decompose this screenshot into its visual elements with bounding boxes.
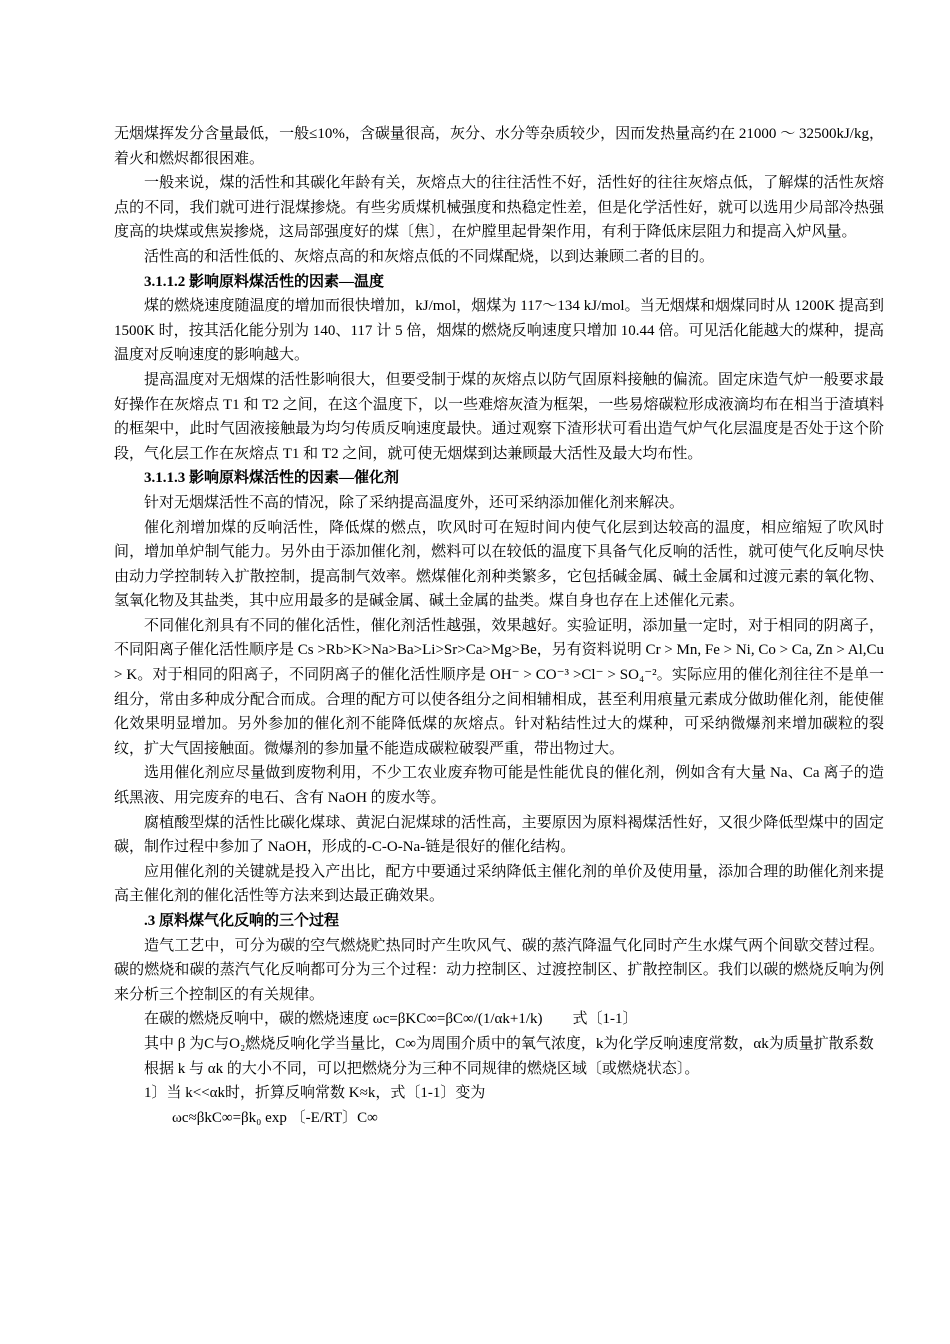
document-body [114, 122, 884, 1130]
paragraph-catalyst-intro: 针对无烟煤活性不高的情况，除了采纳提高温度外，还可采纳添加催化剂来解决。 [144, 494, 685, 511]
paragraph-gasification-process: 造气工艺中，可分为碳的空气燃烧贮热同时产生吹风气、碳的蒸汽降温气化同时产生水煤气两个间歇交替过程。碳的燃烧和碳的蒸汽气化反响都可分为三个过程：动力控制区、过渡控制区、扩散控制区。我们以碳的燃烧反响为例来分析三个控制区的有关规律。 [114, 937, 884, 1003]
paragraph-temperature-effect: 提高温度对无烟煤的活性影响很大，但要受制于煤的灰熔点以防气固原料接触的偏流。固定床造气炉一般要求最好操作在灰熔点 T1 和 T2 之间，在这个温度下，以一些难熔灰渣为框架，一些易熔碳粒形成液滴均布在相当于渣填料的框架中，此时气固液接触最为均匀传质反响速度最快。通过观察下渣形状可看出造气炉气化层温度是否处于这个阶段，气化层工作在灰熔点 T1 和 T2 之间，就可使无烟煤到达兼顾最大活性及最大均布性。 [114, 371, 884, 462]
paragraph-catalyst-effect: 催化剂增加煤的反响活性，降低煤的燃点，吹风时可在短时间内使气化层到达较高的温度，相应缩短了吹风时间，增加单炉制气能力。另外由于添加催化剂，燃料可以在较低的温度下具备气化反响的活性，就可使气化反响尽快由动力学控制转入扩散控制，提高制气效率。燃煤催化剂种类繁多，它包括碱金属、碱土金属和过渡元素的氧化物、氢氧化物及其盐类，其中应用最多的是碱金属、碱土金属的盐类。煤自身也存在上述催化元素。 [114, 519, 884, 610]
section-heading-three-processes: .3 原料煤气化反响的三个过程 [144, 913, 340, 929]
paragraph-catalyst-activity: 不同催化剂具有不同的催化活性，催化剂活性越强，效果越好。实验证明，添加量一定时，对于相同的阴离子，不同阳离子催化活性顺序是 Cs >Rb>K>Na>Ba>Li>Sr>Ca>Mg>Be，另有资料说明 Cr > Mn, Fe > Ni, Co > Ca, Zn > Al,Cu > K。对于相同的阳离子，不同阴离子的催化活性顺序是 OH⁻ > CO⁻³ >Cl⁻ > SO₄⁻²。实际应用的催化剂往往不是单一组分，常由多种成分配合而成。合理的配方可以使各组分之间相辅相成，甚至利用痕量元素成分做助催化剂，能使催化效果明显增加。另外参加的催化剂不能降低煤的灰熔点。针对粘结性过大的煤种，可采纳微爆剂来增加碳粒的裂纹，扩大气固接触面。微爆剂的参加量不能造成碳粒破裂严重，带出物过大。 [114, 617, 884, 757]
paragraph-combustion-regions: 根据 k 与 αk 的大小不同，可以把燃烧分为三种不同规律的燃烧区域〔或燃烧状态〕。 [144, 1060, 700, 1077]
paragraph-humic-coal: 腐植酸型煤的活性比碳化煤球、黄泥白泥煤球的活性高，主要原因为原料褐煤活性好，又很少降低型煤中的固定碳，制作过程中参加了 NaOH，形成的-C-O-Na-链是很好的催化结构。 [114, 814, 884, 856]
section-heading-catalyst: 3.1.1.3 影响原料煤活性的因素—催化剂 [144, 470, 400, 487]
section-heading-temperature: 3.1.1.2 影响原料煤活性的因素—温度 [144, 273, 385, 290]
paragraph-formula-1-1: 在碳的燃烧反响中，碳的燃烧速度 ωc=βKC∞=βC∞/(1/αk+1/k) 式〔1-1〕 [144, 1011, 638, 1028]
paragraph-formula-kinetic: ωc≈βkC∞=βk₀ exp 〔-E/RT〕C∞ [172, 1109, 378, 1126]
paragraph-combustion-speed: 煤的燃烧速度随温度的增加而很快增加，kJ/mol，烟煤为 117～134 kJ/mol。当无烟煤和烟煤同时从 1200K 提高到 1500K 时，按其活化能分别为 140、117 计 5 倍，烟煤的燃烧反响速度只增加 10.44 倍。可见活化能越大的煤种，提高温度对反响速度的影响越大。 [114, 298, 884, 364]
paragraph-formula-definitions: 其中 β 为C与O₂燃烧反响化学当量比，C∞为周围介质中的氧气浓度，k为化学反响速度常数，αk为质量扩散系数 [144, 1035, 874, 1052]
paragraph-blending: 活性高的和活性低的、灰熔点高的和灰熔点低的不同煤配烧，以到达兼顾二者的目的。 [144, 248, 715, 265]
paragraph-case-1: 1〕当 k<<αk时，折算反响常数 K≈k，式〔1-1〕变为 [144, 1085, 486, 1102]
paragraph-waste-catalyst: 选用催化剂应尽量做到废物利用，不少工农业废弃物可能是性能优良的催化剂，例如含有大量 Na、Ca 离子的造纸黑液、用完废弃的电石、含有 NaOH 的废水等。 [114, 765, 884, 807]
paragraph-coal-activity: 一般来说，煤的活性和其碳化年龄有关，灰熔点大的往往活性不好，活性好的往往灰熔点低，了解煤的活性灰熔点的不同，我们就可进行混煤掺烧。有些劣质煤机械强度和热稳定性差，但是化学活性好，就可以选用少局部冷热强度高的块煤或焦炭掺烧，这局部强度好的煤〔焦〕，在炉膛里起骨架作用，有利于降低床层阻力和提高入炉风量。 [114, 175, 884, 241]
paragraph-cost-ratio: 应用催化剂的关键就是投入产出比，配方中要通过采纳降低主催化剂的单价及使用量，添加合理的助催化剂来提高主催化剂的催化活性等方法来到达最正确效果。 [114, 863, 884, 905]
paragraph-anthracite: 无烟煤挥发分含量最低，一般≤10%，含碳量很高，灰分、水分等杂质较少，因而发热量高约在 21000 ～ 32500kJ/kg，着火和燃烬都很困难。 [114, 126, 884, 167]
